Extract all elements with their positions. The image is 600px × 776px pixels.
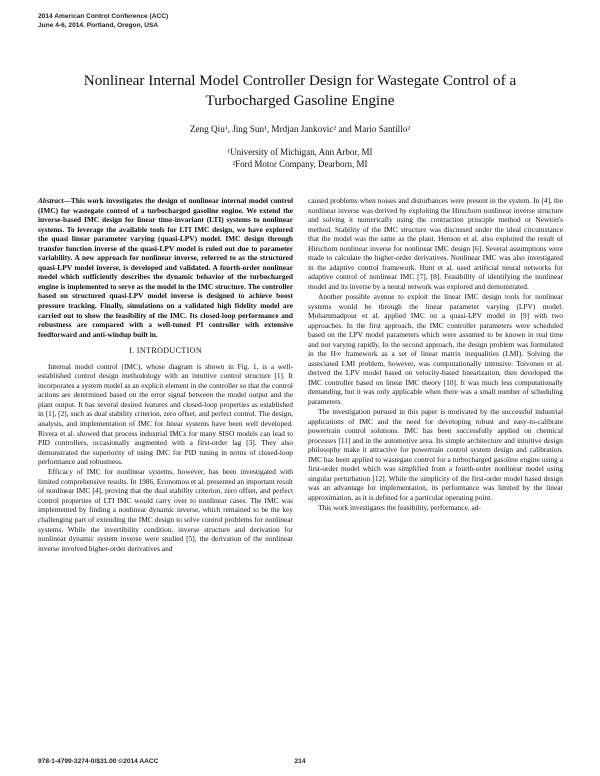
paragraph: The investigation pursued in this paper is motivated by the successful industrial applications of IMC and the need for developing robust and easy-to-calibrate powertrain control solutions. IMC has been successfully applied on chemical processes [11] and in the automotive area. Its simple architecture and intuitive design philosophy make it attractive for powertrain control system design and calibration. IMC has been applied to wastegate control for a turbocharged gasoline engine using a first-order model which was simplified from a fourth-order nonlinear model using singular perturbation [12]. While the simplicity of the first-order model based design was an advantage for implementation, its performance was limited by the linear approximation, as it is defined for a particular operating point. [308, 407, 563, 502]
author-list: Zeng Qiu¹, Jing Sun¹, Mrdjan Jankovic² and Mario Santillo² [189, 124, 411, 134]
conference-header [38, 12, 168, 30]
affiliations [0, 146, 600, 170]
abstract [38, 196, 293, 339]
page-number: 214 [294, 758, 306, 765]
paragraph: Internal model control (IMC), whose diagram is shown in Fig. 1, is a well-established control design methodology with an intuitive control structure [1]. It incorporates a system model as an explicit element in the controller so that the control actions are determined based on the error signal between the model output and the plant output. It has several desired features and closed-loop properties as established in [1], [2], such as dual stability criterion, zero offset, and perfect control. The design, analysis, and implementation of IMC for linear systems have been well developed. Rivera et al. showed that process industrial IMCs for many SISO models can lead to PID controllers, occasionally augmented with a first-order lag [3]. They also demonstrated the superiority of using IMC for PID tuning in terms of closed-loop performance and robustness. [38, 361, 293, 467]
paper-title [0, 71, 600, 111]
section-heading-introduction: I. INTRODUCTION [128, 346, 203, 356]
footer-isbn: 978-1-4799-3274-0/$31.00 ©2014 AACC [38, 758, 159, 765]
affiliation-1: ¹University of Michigan, Ann Arbor, MI [227, 147, 373, 157]
left-column [38, 196, 293, 554]
conference-location: June 4-6, 2014. Portland, Oregon, USA [38, 22, 159, 29]
paragraph: This work investigates the feasibility, performance, ad- [318, 503, 481, 512]
conference-name: 2014 American Control Conference (ACC) [38, 13, 169, 20]
title-line-2: Turbocharged Gasoline Engine [205, 92, 395, 109]
abstract-text: —This work investigates the design of nonlinear internal model control (IMC) for wastegate control of a turbocharged gasoline engine. We extend the inverse-based IMC design for linear time-invariant (LTI) systems to nonlinear systems. To leverage the available tools for LTI IMC design, we have explored the quasi linear parameter varying (quasi-LPV) model. IMC design through transfer function inverse of the quasi-LPV model is ruled out due to parameter variability. A new approach for nonlinear inverse, referred to as the structured quasi-LPV model inverse, is developed and validated. A fourth-order nonlinear model which sufficiently describes the dynamic behavior of the turbocharged engine is implemented to serve as the model in the IMC structure. The controller based on structured quasi-LPV model inverse is designed to achieve boost pressure tracking. Finally, simulations on a validated high fidelity model are carried out to show the feasibility of the IMC. Its closed-loop performance and robustness are compared with a well-tuned PI controller with extensive feedforward and anti-windup built in. [38, 196, 293, 339]
affiliation-2: ²Ford Motor Company, Dearborn, MI [232, 159, 368, 169]
right-column [308, 196, 563, 513]
abstract-label: Abstract [38, 196, 64, 205]
title-line-1: Nonlinear Internal Model Controller Design for Wastegate Control of a [83, 72, 517, 89]
paragraph: caused problems when noises and disturbances were present in the system. In [4], the nonlinear inverse was derived by exploiting the Hirschorn nonlinear inverse structure and solving it numerically using the contraction principle method or Newton's method. Stability of the IMC structure was discussed under the ideal circumstance that the model was the same as the plant. Henson et al. also exploited the result of Hirschorn nonlinear inverse for nonlinear IMC design [6]. Several assumptions were made to calculate the higher-order derivatives. Nonlinear IMC was also investigated in the adaptive control framework. Hunt et al. used artificial neural networks for adaptive control of nonlinear IMC [7], [8]. Feasibility of identifying the nonlinear model and its inverse by a neural network was explored and demonstrated. [308, 196, 563, 291]
paragraph: Another possible avenue to exploit the linear IMC design tools for nonlinear systems would be through the linear parameter varying (LPV) model. Mohammadpour et al. applied IMC on a quasi-LPV model in [9] with two approaches. In the first approach, the IMC controller parameters were scheduled based on the LPV model parameters which were assumed to be known in real time and not varying rapidly. In the second approach, the design problem was formulated in the H∞ framework as a set of linear matrix inequalities (LMI). Solving the associated LMI problem, however, was computationally intensive. Toivonen et al. derived the LPV model based on velocity-based linearization, then developed the IMC controller based on linear IMC theory [10]. It was much less computationally demanding, but it was only applicable when there was a small number of scheduling parameters. [308, 291, 563, 406]
paragraph: Efficacy of IMC for nonlinear systems, however, has been investigated with limited comprehensive results. In 1986, Economou et al. presented an important result of nonlinear IMC [4], proving that the dual stability criterion, zero offset, and perfect control properties of LTI IMC would carry over to nonlinear cases. The IMC was implemented by finding a nonlinear dynamic inverse, which remained to be the key challenging part of extending the IMC design to solve control problems for nonlinear systems. While the invertibility condition, inverse structure and derivation for nonlinear dynamic system inverse were studied [5], the derivation of the nonlinear inverse involved higher-order derivatives and [38, 467, 293, 553]
